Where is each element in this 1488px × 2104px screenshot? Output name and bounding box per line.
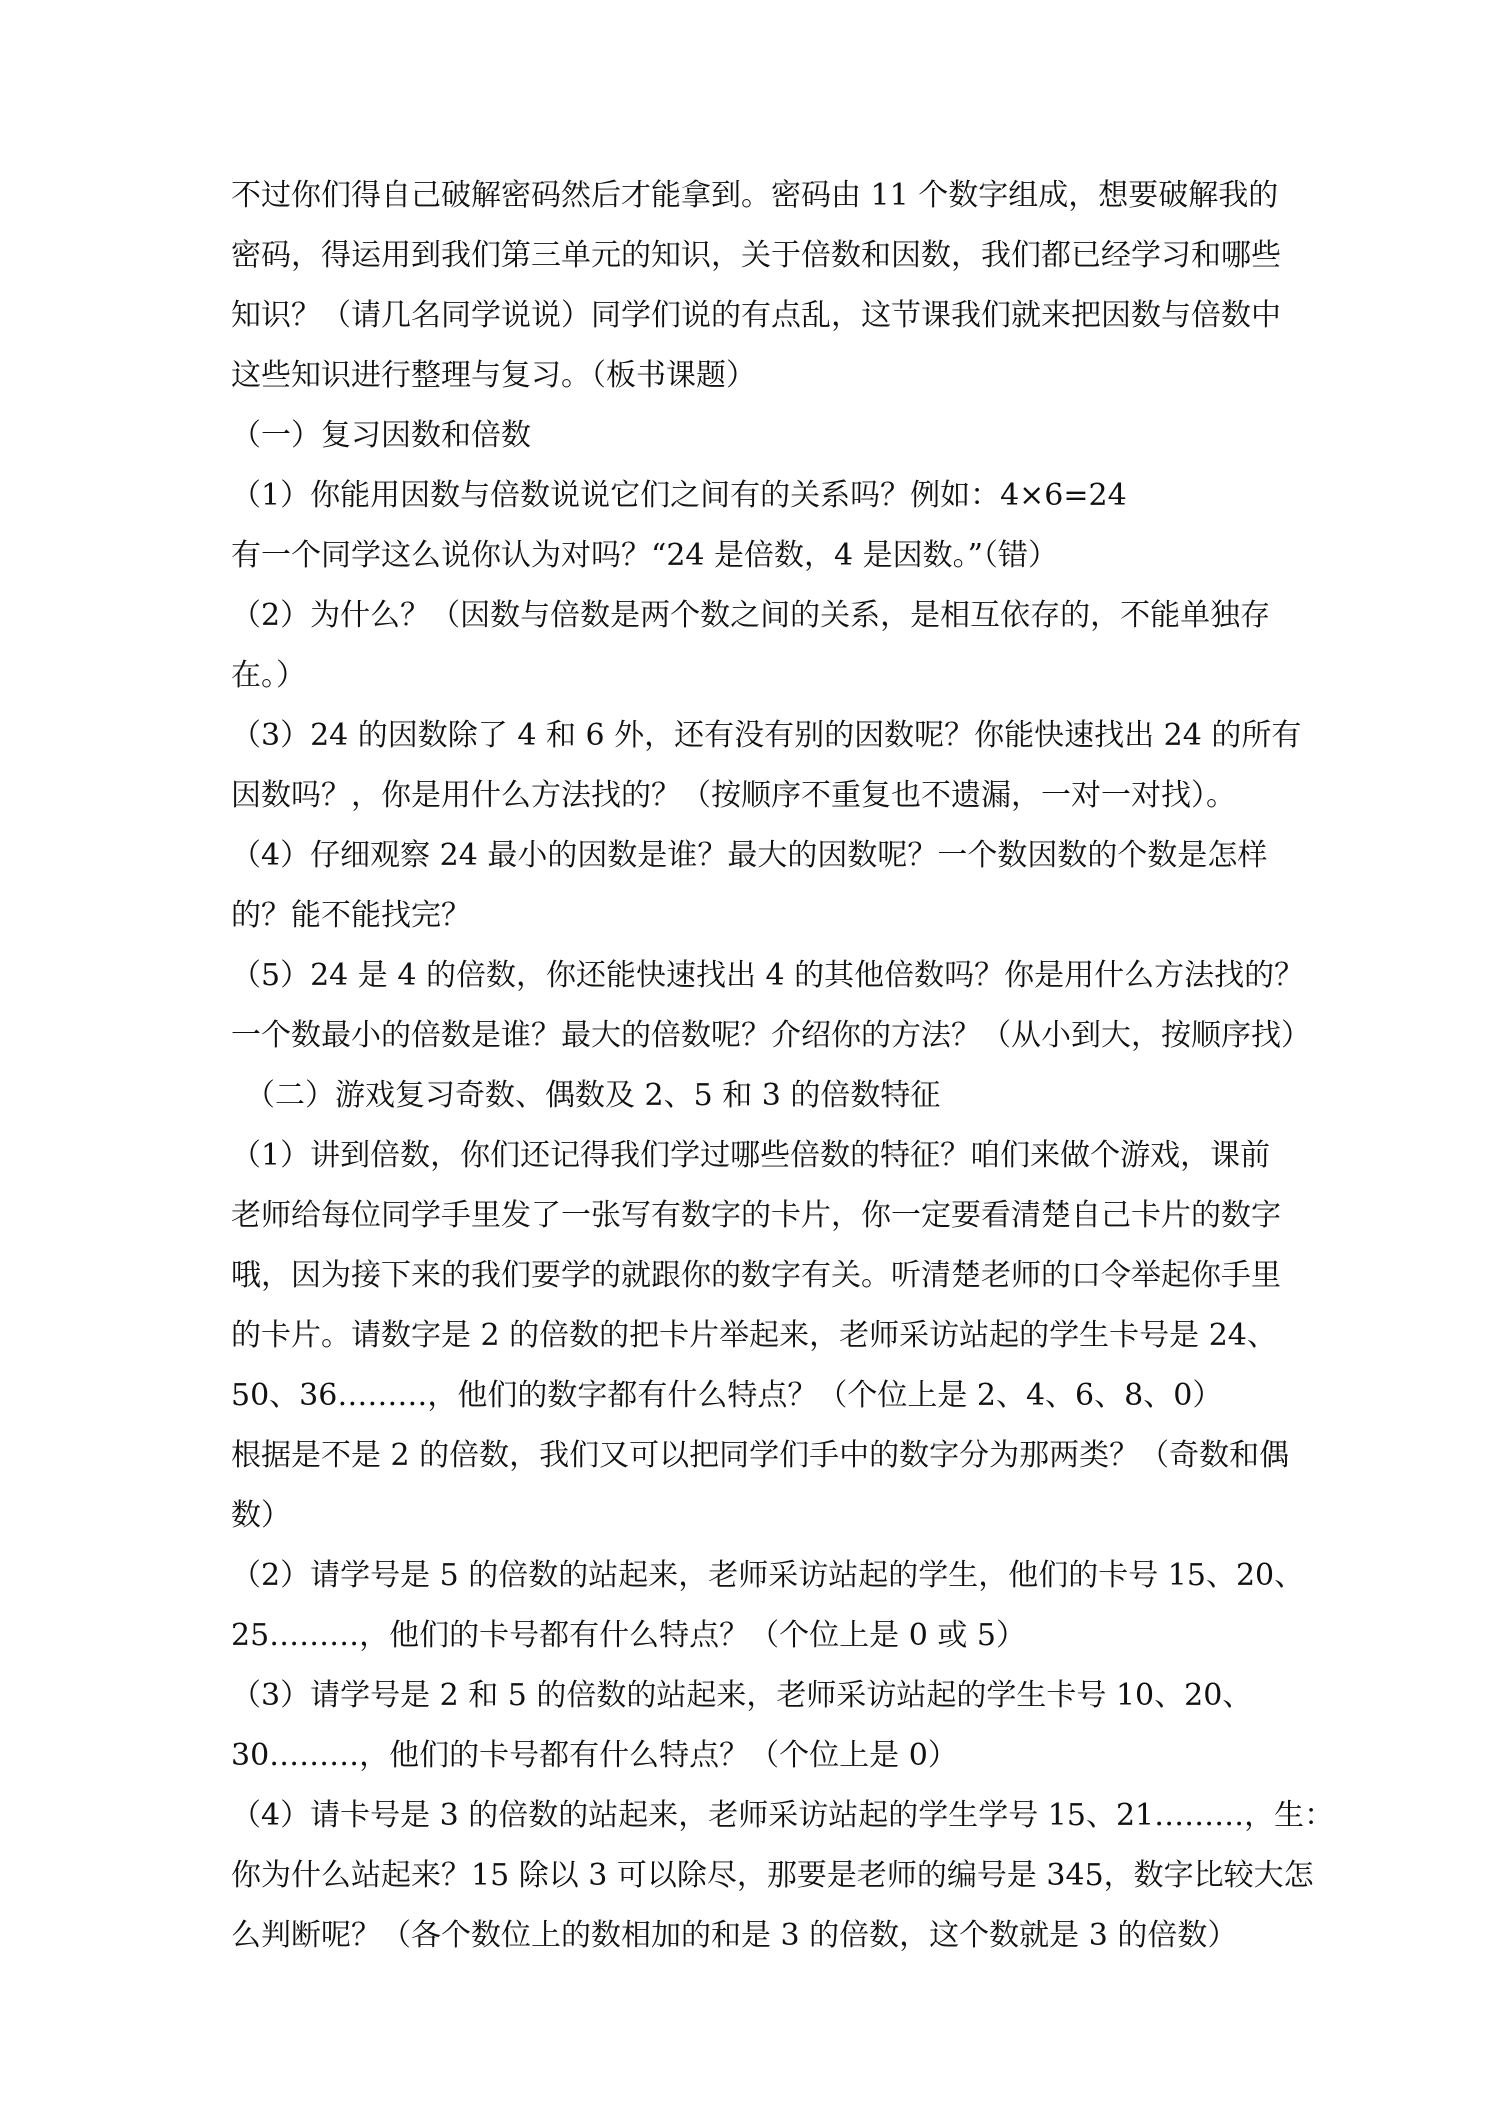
text-line: 这些知识进行整理与复习。（板书课题） xyxy=(231,358,756,393)
text-line: （4）请卡号是 3 的倍数的站起来，老师采访站起的学生学号 15、21………，生： xyxy=(231,1798,1335,1833)
text-line: 30………，他们的卡号都有什么特点？（个位上是 0） xyxy=(231,1738,958,1773)
text-line: 不过你们得自己破解密码然后才能拿到。密码由 11 个数字组成，想要破解我的 xyxy=(231,178,1279,213)
text-line: 有一个同学这么说你认为对吗？“24 是倍数，4 是因数。”（错） xyxy=(231,538,1059,573)
section-heading: （二）游戏复习奇数、偶数及 2、5 和 3 的倍数特征 xyxy=(245,1078,941,1113)
section-heading: （一）复习因数和倍数 xyxy=(231,418,531,453)
text-line: 密码，得运用到我们第三单元的知识，关于倍数和因数，我们都已经学习和哪些 xyxy=(231,238,1281,273)
text-line: 哦，因为接下来的我们要学的就跟你的数字有关。听清楚老师的口令举起你手里 xyxy=(231,1258,1281,1293)
text-line: 在。） xyxy=(231,658,306,693)
text-line: （2）请学号是 5 的倍数的站起来，老师采访站起的学生，他们的卡号 15、20、 xyxy=(231,1558,1305,1593)
text-line: 知识？（请几名同学说说）同学们说的有点乱，这节课我们就来把因数与倍数中 xyxy=(231,298,1281,333)
text-line: 数） xyxy=(231,1498,291,1533)
text-line: （1）讲到倍数，你们还记得我们学过哪些倍数的特征？咱们来做个游戏，课前 xyxy=(231,1138,1271,1173)
text-line: （1）你能用因数与倍数说说它们之间有的关系吗？例如：4×6=24 xyxy=(231,478,1127,513)
text-line: 么判断呢？（各个数位上的数相加的和是 3 的倍数，这个数就是 3 的倍数） xyxy=(231,1918,1238,1953)
text-line: （4）仔细观察 24 最小的因数是谁？最大的因数呢？一个数因数的个数是怎样 xyxy=(231,838,1268,873)
text-line: （3）24 的因数除了 4 和 6 外，还有没有别的因数呢？你能快速找出 24 的所有 xyxy=(231,718,1302,753)
text-line: （3）请学号是 2 和 5 的倍数的站起来，老师采访站起的学生卡号 10、20、 xyxy=(231,1678,1253,1713)
text-line: 一个数最小的倍数是谁？最大的倍数呢？介绍你的方法？（从小到大，按顺序找） xyxy=(231,1018,1311,1053)
text-line: 老师给每位同学手里发了一张写有数字的卡片，你一定要看清楚自己卡片的数字 xyxy=(231,1198,1281,1233)
document-body xyxy=(231,176,1335,1976)
text-line: （2）为什么？（因数与倍数是两个数之间的关系，是相互依存的，不能单独存 xyxy=(231,598,1271,633)
text-line: 50、36………，他们的数字都有什么特点？（个位上是 2、4、6、8、0） xyxy=(231,1378,1223,1413)
text-line: 根据是不是 2 的倍数，我们又可以把同学们手中的数字分为那两类？（奇数和偶 xyxy=(231,1438,1290,1473)
text-line: 因数吗？，你是用什么方法找的？（按顺序不重复也不遗漏，一对一对找）。 xyxy=(231,778,1236,813)
text-line: 你为什么站起来？15 除以 3 可以除尽，那要是老师的编号是 345，数字比较大怎 xyxy=(231,1858,1314,1893)
text-line: 25………，他们的卡号都有什么特点？（个位上是 0 或 5） xyxy=(231,1618,1026,1653)
text-line: （5）24 是 4 的倍数，你还能快速找出 4 的其他倍数吗？你是用什么方法找的？ xyxy=(231,958,1305,993)
text-line: 的卡片。请数字是 2 的倍数的把卡片举起来，老师采访站起的学生卡号是 24、 xyxy=(231,1318,1277,1353)
text-line: 的？能不能找完？ xyxy=(231,898,471,933)
